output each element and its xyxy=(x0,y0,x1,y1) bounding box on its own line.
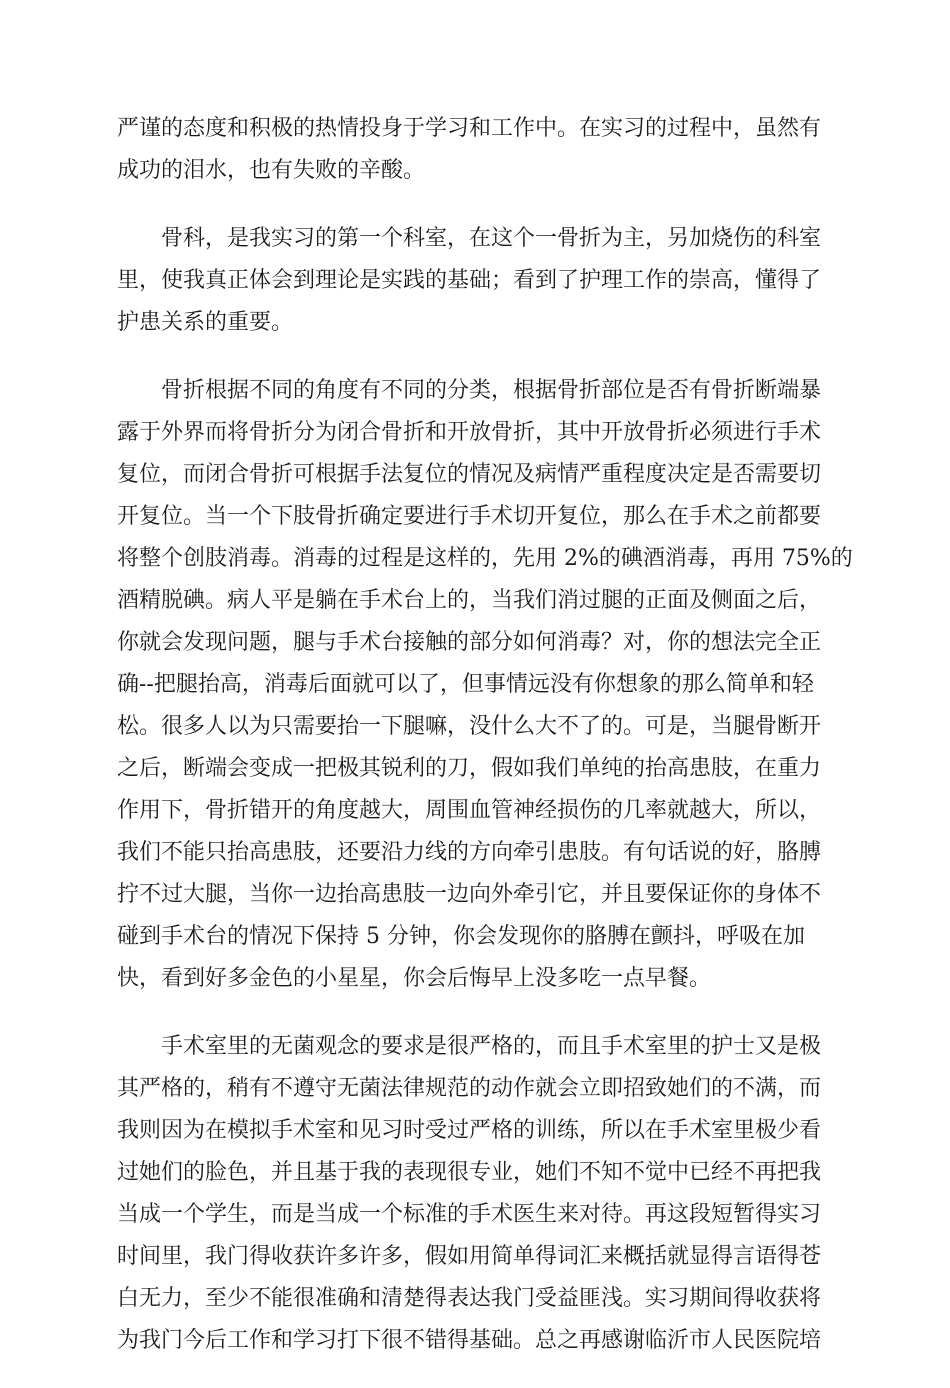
text-line: 其严格的，稍有不遵守无菌法律规范的动作就会立即招致她们的不满，而 xyxy=(117,1076,822,1101)
text-line: 拧不过大腿，当你一边抬高患肢一边向外牵引它，并且要保证你的身体不 xyxy=(117,882,822,907)
paragraph-4 xyxy=(117,1026,832,1362)
paragraph-2 xyxy=(117,218,832,344)
text-line: 将整个创肢消毒。消毒的过程是这样的，先用 2%的碘酒消毒，再用 75%的 xyxy=(117,546,853,571)
text-line: 骨折根据不同的角度有不同的分类，根据骨折部位是否有骨折断端暴 xyxy=(161,378,822,403)
text-line: 复位，而闭合骨折可根据手法复位的情况及病情严重程度决定是否需要切 xyxy=(117,462,822,487)
text-line: 成功的泪水，也有失败的辛酸。 xyxy=(117,158,426,183)
text-line: 我则因为在模拟手术室和见习时受过严格的训练，所以在手术室里极少看 xyxy=(117,1118,822,1143)
text-line: 当成一个学生，而是当成一个标准的手术医生来对待。再这段短暂得实习 xyxy=(117,1202,822,1227)
text-line: 为我门今后工作和学习打下很不错得基础。总之再感谢临沂市人民医院培 xyxy=(117,1328,822,1353)
text-line: 作用下，骨折错开的角度越大，周围血管神经损伤的几率就越大，所以， xyxy=(117,798,822,823)
text-line: 护患关系的重要。 xyxy=(117,310,294,335)
text-line: 确--把腿抬高，消毒后面就可以了，但事情远没有你想象的那么简单和轻 xyxy=(117,672,814,697)
text-line: 时间里，我门得收获许多许多，假如用简单得词汇来概括就显得言语得苍 xyxy=(117,1244,822,1269)
text-line: 骨科，是我实习的第一个科室，在这个一骨折为主，另加烧伤的科室 xyxy=(161,226,822,251)
text-line: 松。很多人以为只需要抬一下腿嘛，没什么大不了的。可是，当腿骨断开 xyxy=(117,714,822,739)
text-line: 手术室里的无菌观念的要求是很严格的，而且手术室里的护士又是极 xyxy=(161,1034,822,1059)
text-line: 开复位。当一个下肢骨折确定要进行手术切开复位，那么在手术之前都要 xyxy=(117,504,822,529)
text-line: 碰到手术台的情况下保持 5 分钟，你会发现你的胳膊在颤抖，呼吸在加 xyxy=(117,924,805,949)
text-line: 酒精脱碘。病人平是躺在手术台上的，当我们消过腿的正面及侧面之后， xyxy=(117,588,822,613)
text-line: 严谨的态度和积极的热情投身于学习和工作中。在实习的过程中，虽然有 xyxy=(117,116,822,141)
paragraph-1 xyxy=(117,108,832,192)
text-line: 我们不能只抬高患肢，还要沿力线的方向牵引患肢。有句话说的好，胳膊 xyxy=(117,840,822,865)
text-line: 露于外界而将骨折分为闭合骨折和开放骨折，其中开放骨折必须进行手术 xyxy=(117,420,822,445)
text-line: 白无力，至少不能很准确和清楚得表达我门受益匪浅。实习期间得收获将 xyxy=(117,1286,822,1311)
text-line: 里，使我真正体会到理论是实践的基础；看到了护理工作的崇高，懂得了 xyxy=(117,268,822,293)
text-line: 你就会发现问题，腿与手术台接触的部分如何消毒？对，你的想法完全正 xyxy=(117,630,822,655)
text-line: 快，看到好多金色的小星星，你会后悔早上没多吃一点早餐。 xyxy=(117,966,712,991)
text-line: 之后，断端会变成一把极其锐利的刀，假如我们单纯的抬高患肢，在重力 xyxy=(117,756,822,781)
paragraph-3 xyxy=(117,370,853,1000)
document-body xyxy=(117,108,853,1388)
text-line: 过她们的脸色，并且基于我的表现很专业，她们不知不觉中已经不再把我 xyxy=(117,1160,822,1185)
